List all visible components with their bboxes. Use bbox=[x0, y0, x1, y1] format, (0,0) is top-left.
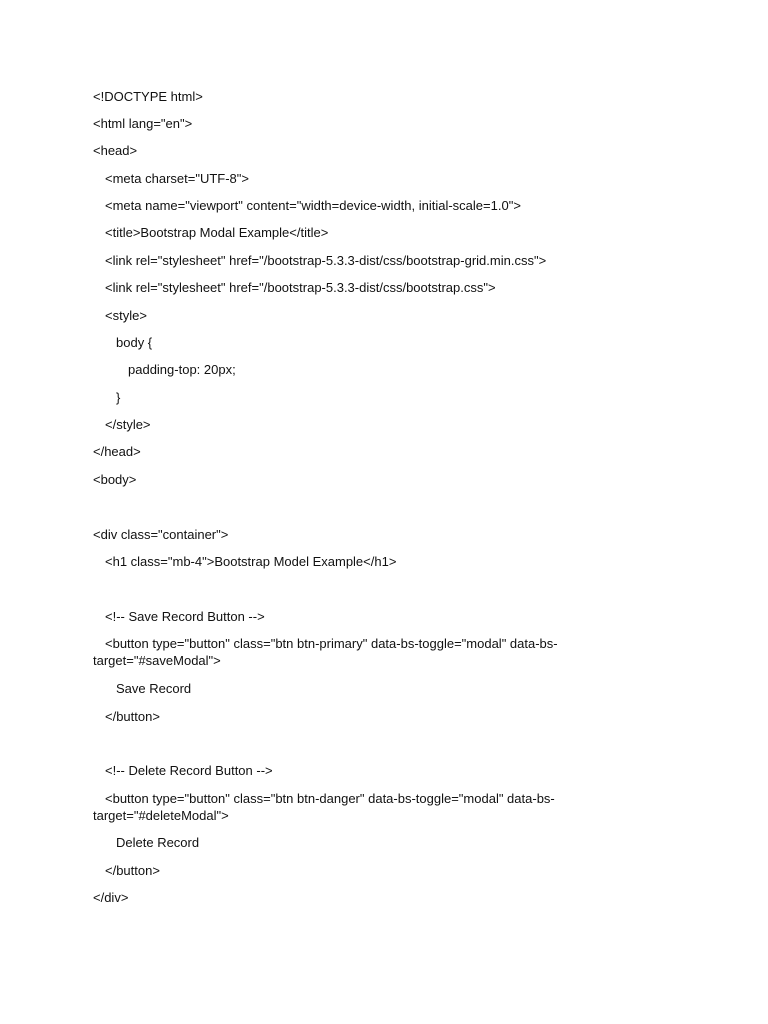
code-line-h1: <h1 class="mb-4">Bootstrap Model Example</h1> bbox=[105, 554, 397, 569]
code-line-body-selector: body { bbox=[116, 335, 153, 350]
code-line-doctype: <!DOCTYPE html> bbox=[93, 89, 203, 104]
code-line-style-close: </style> bbox=[105, 417, 151, 432]
code-line-head-close: </head> bbox=[93, 444, 141, 459]
code-line-padding-top: padding-top: 20px; bbox=[128, 362, 236, 377]
code-line-div-container: <div class="container"> bbox=[93, 527, 229, 542]
code-line-link-bootstrap: <link rel="stylesheet" href="/bootstrap-5.3.3-dist/css/bootstrap.css"> bbox=[105, 280, 496, 295]
code-line-save-button-close: </button> bbox=[105, 709, 160, 724]
code-line-delete-record-text: Delete Record bbox=[116, 835, 200, 850]
code-line-html-open: <html lang="en"> bbox=[93, 116, 193, 131]
code-line-close-brace: } bbox=[116, 390, 121, 405]
code-line-title: <title>Bootstrap Modal Example</title> bbox=[105, 225, 329, 240]
code-line-meta-viewport: <meta name="viewport" content="width=device-width, initial-scale=1.0"> bbox=[105, 198, 521, 213]
code-line-meta-charset: <meta charset="UTF-8"> bbox=[105, 171, 249, 186]
code-line-div-close: </div> bbox=[93, 890, 129, 905]
code-line-body-open: <body> bbox=[93, 472, 137, 487]
code-line-delete-button-close: </button> bbox=[105, 863, 160, 878]
code-line-head-open: <head> bbox=[93, 143, 138, 158]
code-line-link-grid: <link rel="stylesheet" href="/bootstrap-5.3.3-dist/css/bootstrap-grid.min.css"> bbox=[105, 253, 547, 268]
code-line-save-comment: <!-- Save Record Button --> bbox=[105, 609, 265, 624]
code-line-delete-button-open: <button type="button" class="btn btn-danger" data-bs-toggle="modal" data-bs-target="#deleteModal"> bbox=[93, 791, 555, 823]
code-line-save-record-text: Save Record bbox=[116, 681, 192, 696]
code-line-delete-comment: <!-- Delete Record Button --> bbox=[105, 763, 273, 778]
code-line-save-button-open: <button type="button" class="btn btn-primary" data-bs-toggle="modal" data-bs-target="#saveModal"> bbox=[93, 636, 558, 668]
code-line-style-open: <style> bbox=[105, 308, 147, 323]
